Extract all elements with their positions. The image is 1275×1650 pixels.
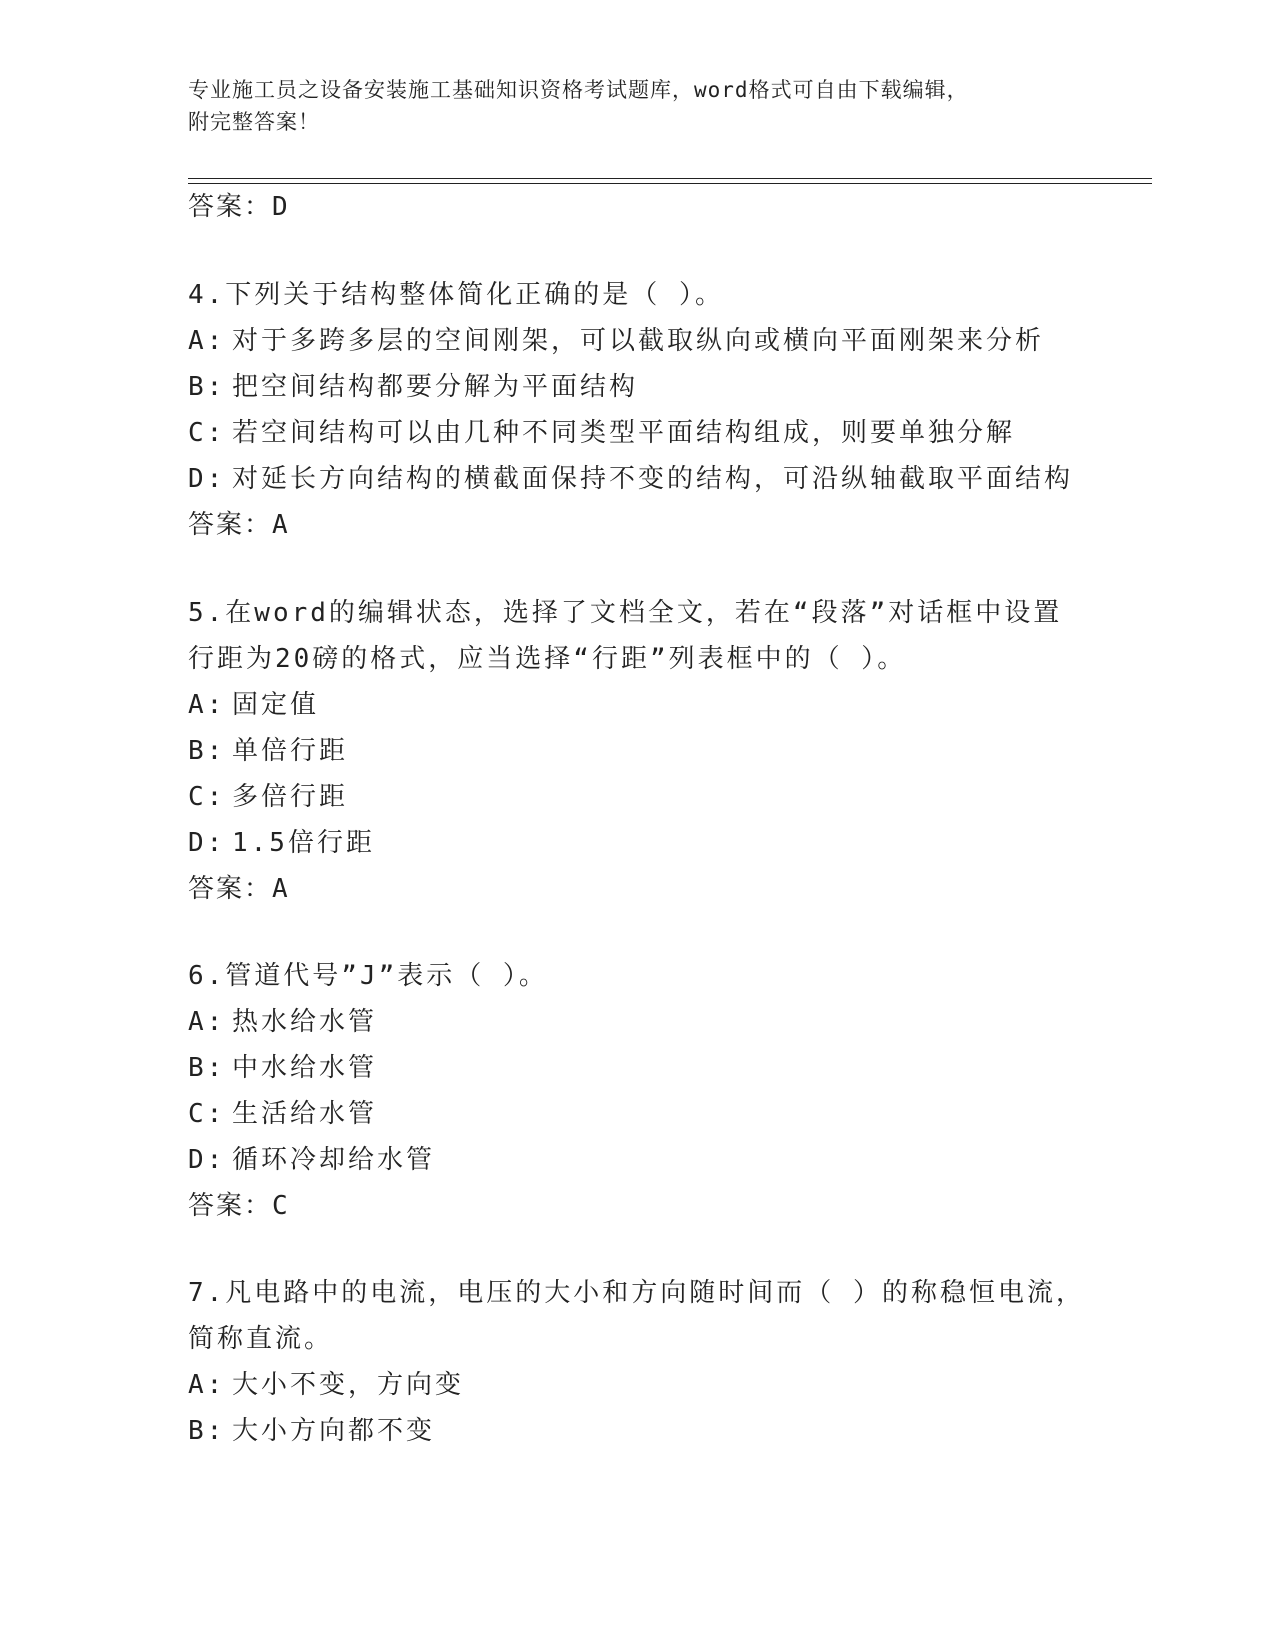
previous-answer-block <box>188 184 1148 230</box>
option-text: 若空间结构可以由几种不同类型平面结构组成，则要单独分解 <box>232 418 1016 448</box>
option-key: A: <box>188 1370 226 1400</box>
option-a <box>188 1362 1148 1408</box>
option-text: 中水给水管 <box>232 1053 378 1083</box>
option-d <box>188 1137 1148 1183</box>
option-a <box>188 318 1148 364</box>
question-stem-continued: 行距为20磅的格式，应当选择“行距”列表框中的（ ）。 <box>188 644 907 674</box>
option-text: 大小不变，方向变 <box>232 1370 465 1400</box>
option-c <box>188 774 1148 820</box>
option-key: D: <box>188 464 226 494</box>
header-line-2: 附完整答案！ <box>188 110 320 134</box>
option-b <box>188 1408 1148 1454</box>
option-text: 大小方向都不变 <box>232 1416 436 1446</box>
question-stem: 4.下列关于结构整体简化正确的是（ ）。 <box>188 280 724 310</box>
question-4 <box>188 272 1148 548</box>
option-c <box>188 410 1148 456</box>
question-7 <box>188 1270 1148 1454</box>
option-key: B: <box>188 1416 226 1446</box>
option-key: B: <box>188 736 226 766</box>
option-key: C: <box>188 418 226 448</box>
option-text: 循环冷却给水管 <box>232 1145 436 1175</box>
option-text: 生活给水管 <box>232 1099 378 1129</box>
option-text: 热水给水管 <box>232 1007 378 1037</box>
option-b <box>188 364 1148 410</box>
answer-text: 答案：A <box>188 874 290 904</box>
option-key: A: <box>188 1007 226 1037</box>
option-text: 对延长方向结构的横截面保持不变的结构，可沿纵轴截取平面结构 <box>232 464 1074 494</box>
answer-text: 答案：D <box>188 192 290 222</box>
option-text: 1.5倍行距 <box>232 828 375 858</box>
answer-text: 答案：A <box>188 510 290 540</box>
option-b <box>188 728 1148 774</box>
option-key: C: <box>188 782 226 812</box>
option-text: 单倍行距 <box>232 736 349 766</box>
question-6 <box>188 953 1148 1229</box>
option-b <box>188 1045 1148 1091</box>
option-a <box>188 999 1148 1045</box>
option-text: 把空间结构都要分解为平面结构 <box>232 372 639 402</box>
option-key: D: <box>188 1145 226 1175</box>
option-key: D: <box>188 828 226 858</box>
question-stem: 5.在word的编辑状态，选择了文档全文，若在“段落”对话框中设置 <box>188 598 1063 628</box>
option-d <box>188 820 1148 866</box>
option-d <box>188 456 1148 502</box>
option-key: A: <box>188 326 226 356</box>
question-stem: 7.凡电路中的电流，电压的大小和方向随时间而（ ）的称稳恒电流， <box>188 1278 1085 1308</box>
option-key: B: <box>188 1053 226 1083</box>
option-key: C: <box>188 1099 226 1129</box>
header-divider-top <box>188 178 1152 179</box>
option-key: B: <box>188 372 226 402</box>
answer-text: 答案：C <box>188 1191 290 1221</box>
option-key: A: <box>188 690 226 720</box>
header-line-1: 专业施工员之设备安装施工基础知识资格考试题库，word格式可自由下载编辑， <box>188 78 969 102</box>
option-text: 固定值 <box>232 690 320 720</box>
question-stem-continued: 简称直流。 <box>188 1324 334 1354</box>
option-a <box>188 682 1148 728</box>
document-header <box>188 74 1088 138</box>
question-5 <box>188 590 1148 912</box>
option-text: 对于多跨多层的空间刚架，可以截取纵向或横向平面刚架来分析 <box>232 326 1045 356</box>
option-c <box>188 1091 1148 1137</box>
question-stem: 6.管道代号”J”表示（ ）。 <box>188 961 548 991</box>
option-text: 多倍行距 <box>232 782 349 812</box>
